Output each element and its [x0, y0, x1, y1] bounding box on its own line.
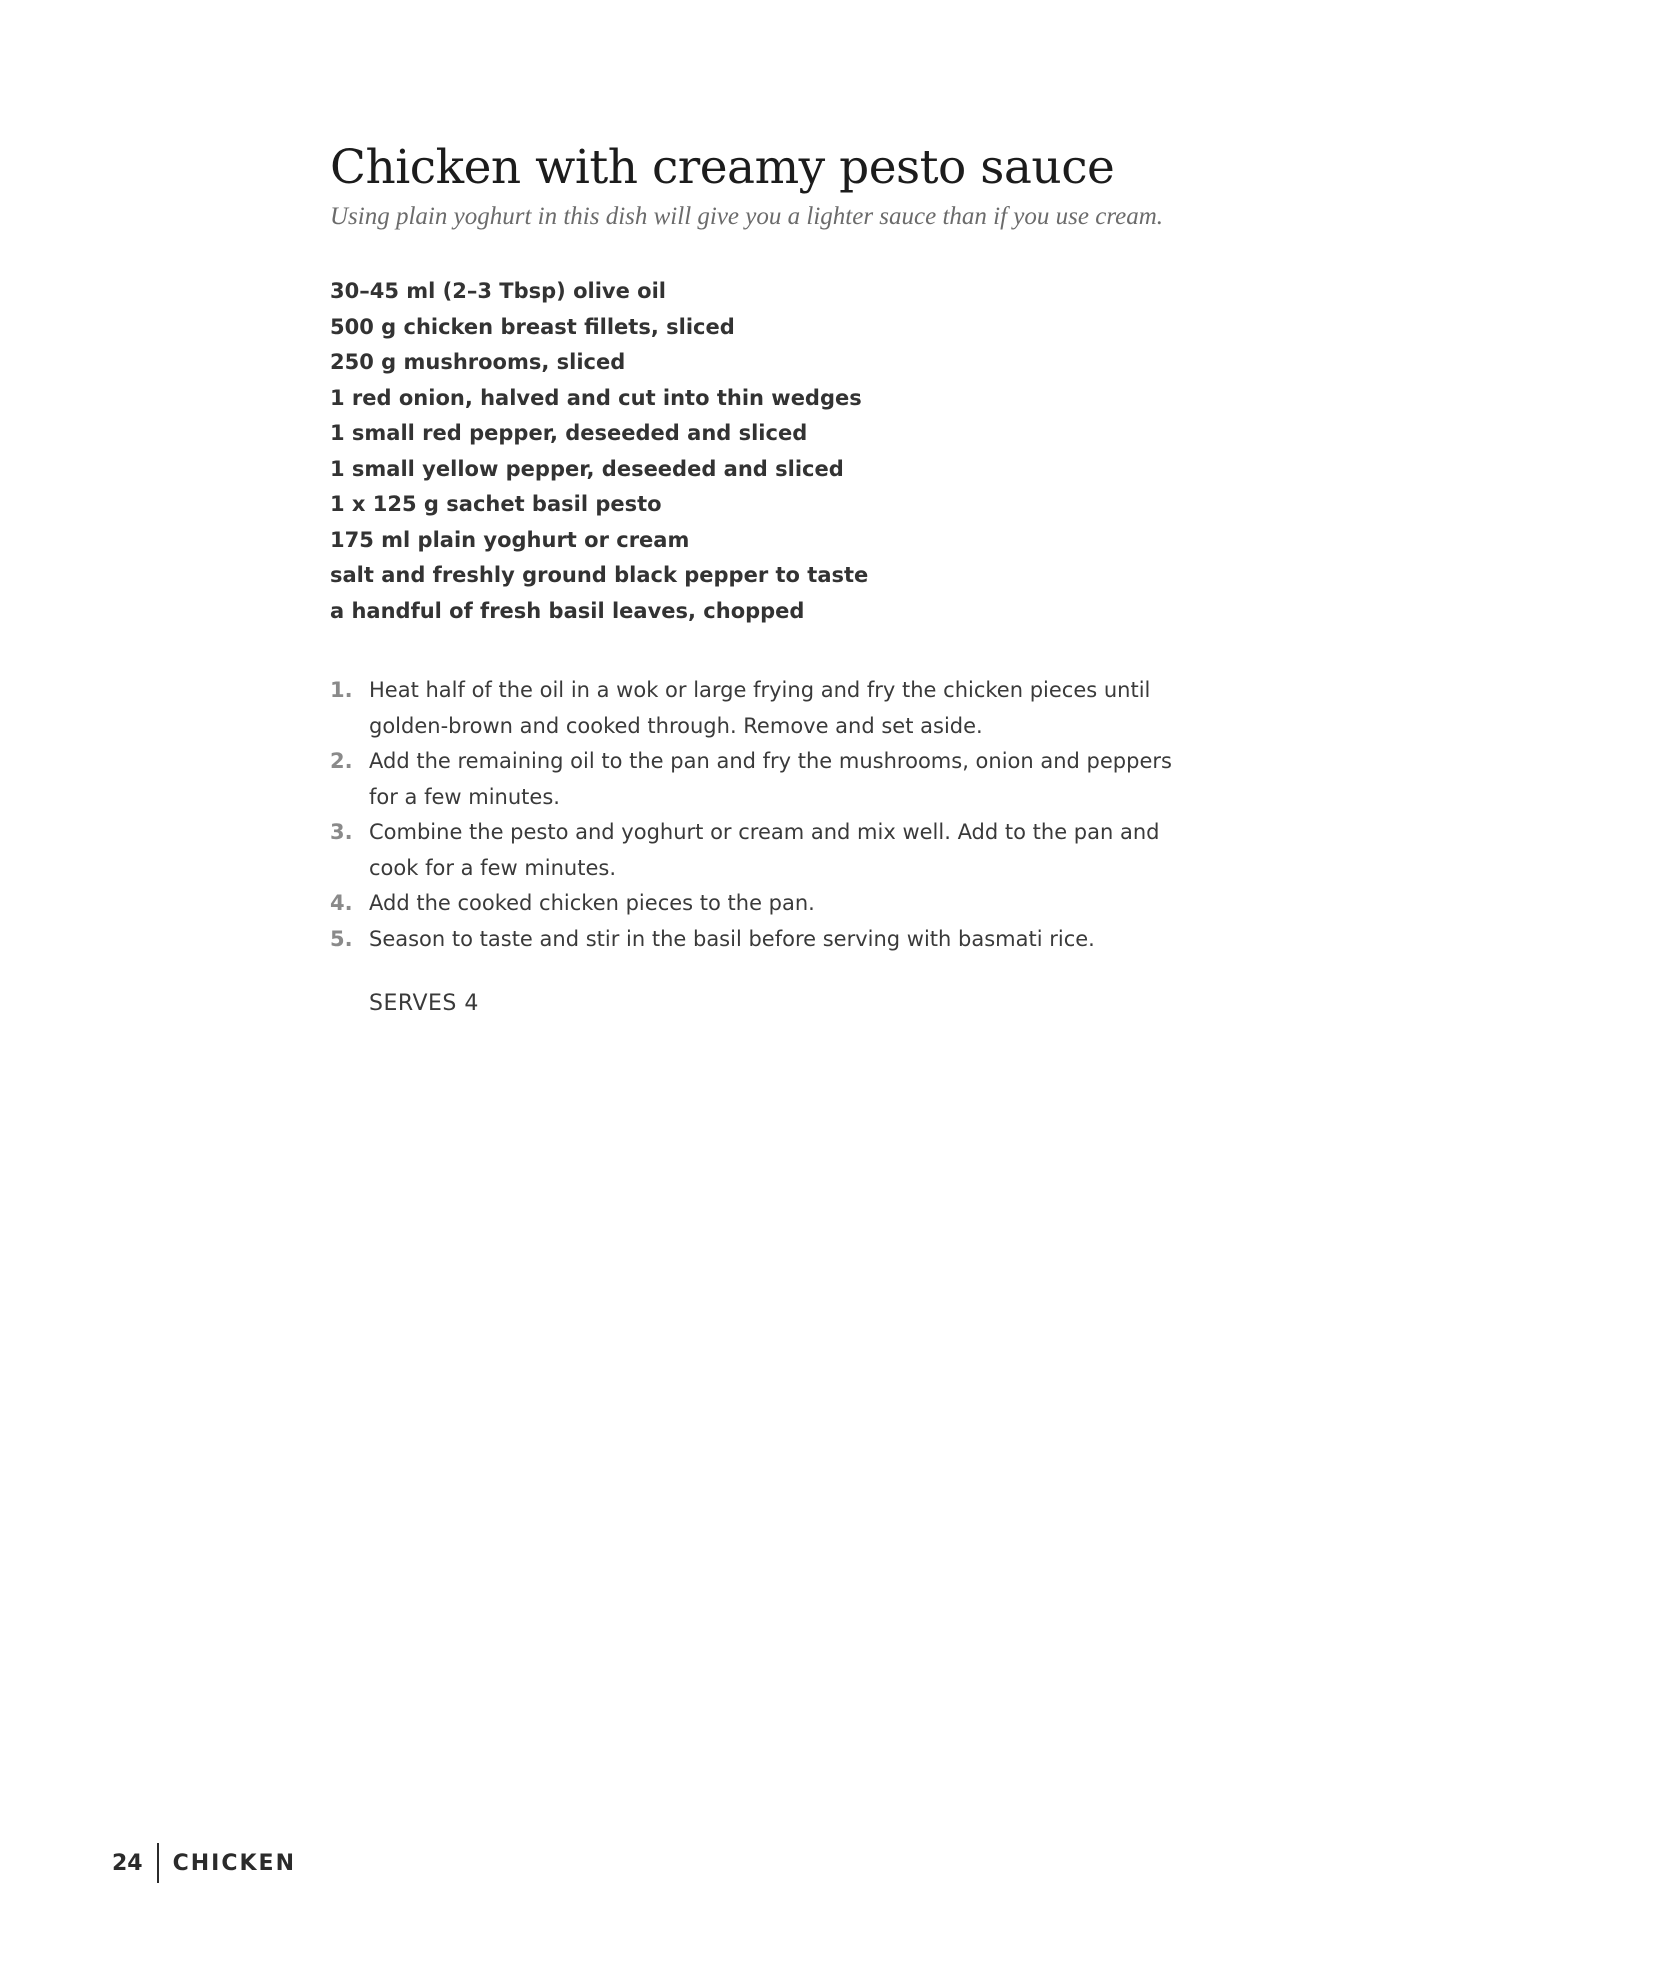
recipe-subtitle: Using plain yoghurt in this dish will give you a lighter sauce than if you use cream. — [330, 203, 1164, 230]
step-text: Add the cooked chicken pieces to the pan. — [369, 891, 815, 915]
method-steps — [330, 673, 1230, 957]
ingredient-item: 1 small yellow pepper, deseeded and sliced — [330, 456, 844, 481]
step-number: 2. — [330, 749, 353, 773]
page-number: 24 — [112, 1850, 143, 1876]
step-text: Season to taste and stir in the basil before serving with basmati rice. — [369, 926, 1095, 951]
step-number: 1. — [330, 678, 353, 702]
page-footer — [112, 1843, 296, 1883]
recipe-content — [330, 138, 1230, 1016]
step-text: Add the remaining oil to the pan and fry the mushrooms, onion and peppers for a few minutes. — [369, 749, 1172, 809]
method-step — [330, 815, 1230, 886]
ingredient-item: 175 ml plain yoghurt or cream — [330, 527, 690, 552]
method-step — [330, 744, 1230, 815]
ingredient-item: salt and freshly ground black pepper to taste — [330, 563, 869, 587]
section-name: CHICKEN — [172, 1850, 297, 1876]
step-text: Combine the pesto and yoghurt or cream and mix well. Add to the pan and cook for a few minutes. — [369, 820, 1160, 880]
method-step — [330, 673, 1230, 744]
step-number: 3. — [330, 820, 353, 844]
ingredient-item: 1 red onion, halved and cut into thin wedges — [330, 385, 862, 410]
recipe-title: Chicken with creamy pesto sauce — [330, 140, 1115, 195]
ingredient-item: 1 x 125 g sachet basil pesto — [330, 492, 662, 516]
ingredient-list — [330, 274, 1230, 629]
ingredient-item: a handful of fresh basil leaves, chopped — [330, 598, 805, 623]
step-text: Heat half of the oil in a wok or large frying and fry the chicken pieces until golden-brown and cooked through. Remove and set aside. — [369, 678, 1151, 738]
method-step — [330, 886, 1230, 922]
ingredient-item: 250 g mushrooms, sliced — [330, 350, 626, 374]
step-number: 4. — [330, 891, 353, 915]
ingredient-item: 30–45 ml (2–3 Tbsp) olive oil — [330, 279, 666, 303]
footer-divider — [157, 1843, 159, 1883]
step-number: 5. — [330, 926, 353, 951]
method-step — [330, 922, 1230, 958]
ingredient-item: 500 g chicken breast fillets, sliced — [330, 314, 735, 339]
serves-note: SERVES 4 — [369, 991, 479, 1016]
ingredient-item: 1 small red pepper, deseeded and sliced — [330, 421, 808, 445]
